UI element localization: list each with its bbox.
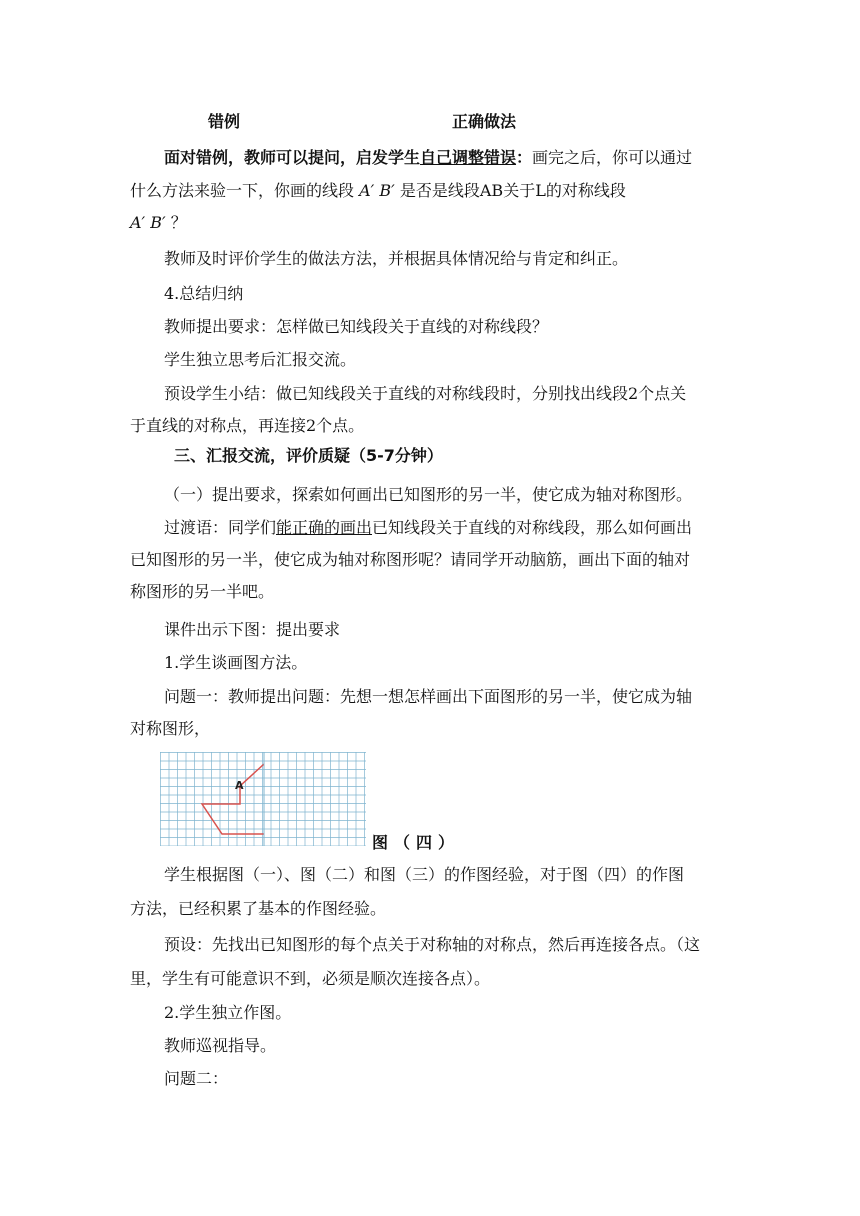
paragraph-12-line-2: 方法，已经积累了基本的作图经验。 [130, 899, 387, 918]
section-3-heading: 三、汇报交流，评价质疑（5-7分钟） [174, 446, 443, 465]
paragraph-8-line-1b: 已知线段关于直线的对称线段，那么如何画出 [372, 518, 693, 537]
point-a-label: A [235, 779, 244, 792]
figure-4-grid [160, 752, 366, 846]
paragraph-5: 学生独立思考后汇报交流。 [164, 350, 357, 369]
grid-figure [160, 752, 366, 846]
paragraph-8-line-1 [164, 517, 764, 539]
paragraph-12-line-1: 学生根据图（一）、图（二）和图（三）的作图经验，对于图（四）的作图 [164, 865, 685, 884]
paragraph-15: 教师巡视指导。 [164, 1036, 277, 1055]
paragraph-8-line-1a: 过渡语：同学们 [164, 518, 277, 537]
wrong-example-heading: 错例 [208, 112, 241, 131]
paragraph-6-line-2: 于直线的对称点，再连接2个点。 [130, 416, 365, 435]
paragraph-1-line-1 [164, 147, 764, 169]
question-mark: ？ [165, 213, 187, 232]
paragraph-8-line-3: 称图形的另一半吧。 [130, 582, 275, 601]
grid-lines [160, 752, 366, 846]
paragraph-10: 1.学生谈画图方法。 [164, 653, 308, 672]
paragraph-9: 课件出示下图：提出要求 [164, 620, 341, 639]
paragraph-1-line-2b: 是否是线段AB关于L的对称线段 [399, 181, 626, 200]
colon: ： [516, 148, 533, 167]
figure-4-caption: 图（四） [372, 833, 461, 852]
paragraph-1-line-2 [130, 180, 730, 202]
paragraph-3: 4.总结归纳 [164, 284, 244, 303]
paragraph-6-line-1: 预设学生小结：做已知线段关于直线的对称线段时，分别找出线段2个点关 [164, 384, 687, 403]
paragraph-1-line-2a: 什么方法来验一下，你画的线段 [130, 181, 355, 200]
paragraph-13-line-2: 里，学生有可能意识不到，必须是顺次连接各点）。 [130, 969, 491, 988]
paragraph-1-rest: 画完之后，你可以通过 [532, 148, 693, 167]
bold-lead: 面对错例，教师可以提问，启发学生 [164, 148, 421, 167]
underlined-phrase: 自己调整错误 [420, 148, 517, 167]
paragraph-8-line-2: 已知图形的另一半，使它成为轴对称图形呢？请同学开动脑筋，画出下面的轴对 [130, 550, 691, 569]
paragraph-14: 2.学生独立作图。 [164, 1003, 292, 1022]
paragraph-11-line-2: 对称图形， [130, 719, 211, 738]
paragraph-1-line-3 [130, 212, 730, 234]
paragraph-7: （一）提出要求，探索如何画出已知图形的另一半，使它成为轴对称图形。 [164, 485, 693, 504]
segment-label-2: A′ B′ [130, 213, 166, 232]
segment-label-1: A′ B′ [359, 181, 395, 200]
paragraph-13-line-1: 预设：先找出已知图形的每个点关于对称轴的对称点，然后再连接各点。（这 [164, 935, 701, 954]
correct-method-heading: 正确做法 [452, 112, 517, 131]
underlined-phrase-2: 能正确的画出 [276, 518, 373, 537]
paragraph-2: 教师及时评价学生的做法方法，并根据具体情况给与肯定和纠正。 [164, 249, 629, 268]
paragraph-16: 问题二： [164, 1069, 229, 1088]
paragraph-4: 教师提出要求：怎样做已知线段关于直线的对称线段？ [164, 317, 549, 336]
paragraph-11-line-1: 问题一：教师提出问题：先想一想怎样画出下面图形的另一半，使它成为轴 [164, 687, 693, 706]
